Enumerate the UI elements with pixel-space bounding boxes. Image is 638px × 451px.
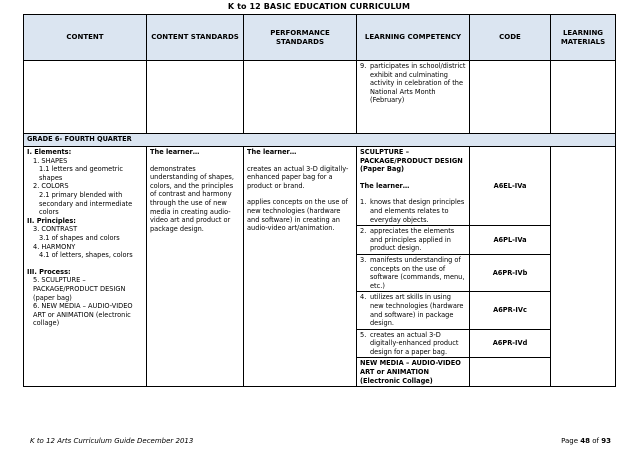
competency-text-2: appreciates the elements and principles applied in product design. <box>370 227 455 253</box>
content-cell <box>24 147 147 387</box>
code-6 <box>470 358 551 387</box>
new-media-item: 6. NEW MEDIA – AUDIO-VIDEO ART or ANIMATION (electronic collage) <box>33 302 133 328</box>
competency-text-5: creates an actual 3-D digitally-enhanced product design for a paper bag. <box>370 330 459 356</box>
page-title: K to 12 BASIC EDUCATION CURRICULUM <box>227 2 411 11</box>
competency-cell-5 <box>357 329 470 358</box>
curriculum-table <box>23 14 616 387</box>
competency-cell-1 <box>357 147 470 226</box>
competency-cell-4 <box>357 292 470 329</box>
competency-lead: The learner… <box>360 181 410 190</box>
header-content: CONTENT <box>24 15 147 61</box>
process-label: III. Process: <box>27 267 71 276</box>
page-total: 93 <box>601 437 611 445</box>
competency-num-1: 1. <box>360 198 367 207</box>
performance-standards-cell <box>244 147 357 387</box>
carryover-row <box>24 61 616 134</box>
sculpture-heading: SCULPTURE – PACKAGE/PRODUCT DESIGN (Paper Bag) <box>360 148 463 174</box>
carryover-text: participates in school/district exhibit and culminating activity in celebration of the National Arts Month (February) <box>370 62 466 105</box>
performance-standards-text-1: creates an actual 3-D digitally-enhanced paper bag for a product or brand. <box>247 164 349 190</box>
shapes-item: 1. SHAPES <box>33 156 68 165</box>
header-content-standards: CONTENT STANDARDS <box>147 15 244 61</box>
header-row <box>24 15 616 61</box>
learning-materials-cell <box>551 147 616 387</box>
code-1: A6EL-IVa <box>470 147 551 226</box>
contrast-item: 3. CONTRAST <box>33 225 78 234</box>
quarter-label: GRADE 6- FOURTH QUARTER <box>24 134 616 147</box>
new-media-heading: NEW MEDIA – AUDIO-VIDEO ART or ANIMATION (Electronic Collage) <box>360 359 461 385</box>
footer-page-number <box>561 437 611 445</box>
harmony-item: 4. HARMONY <box>33 242 76 251</box>
code-2: A6PL-IVa <box>470 226 551 255</box>
content-standards-cell <box>147 147 244 387</box>
contrast-subitem: 3.1 of shapes and colors <box>39 233 120 242</box>
carryover-materials-cell <box>551 61 616 134</box>
carryover-performance-cell <box>244 61 357 134</box>
quarter-row <box>24 134 616 147</box>
elements-label: I. Elements: <box>27 148 72 156</box>
competency-num-5: 5. <box>360 330 367 339</box>
code-4: A6PR-IVc <box>470 292 551 329</box>
content-standards-lead: The learner… <box>150 148 200 156</box>
competency-text-1: knows that design principles and elements relates to everyday objects. <box>370 198 465 224</box>
colors-subitem: 2.1 primary blended with secondary and intermediate colors <box>39 190 133 217</box>
carryover-competency-cell <box>357 61 470 134</box>
competency-text-3: manifests understanding of concepts on the use of software (commands, menu, etc.) <box>370 255 465 290</box>
colors-item: 2. COLORS <box>33 182 69 191</box>
shapes-subitem: 1.1 letters and geometric shapes <box>39 165 123 182</box>
competency-row-1 <box>24 147 616 226</box>
harmony-subitem: 4.1 of letters, shapes, colors <box>39 251 133 260</box>
header-code: CODE <box>470 15 551 61</box>
page-label: Page <box>561 437 579 445</box>
performance-standards-text-2: applies concepts on the use of new technologies (hardware and software) in creating an audio-video art/animation. <box>247 198 348 233</box>
competency-text-4: utilizes art skills in using new technologies (hardware and software) in package design. <box>370 293 464 328</box>
content-standards-text: demonstrates understanding of shapes, colors, and the principles of contrast and harmony through the use of new media in creating audio-video art and product or package design. <box>150 164 234 233</box>
competency-num-3: 3. <box>360 255 367 264</box>
carryover-code-cell <box>470 61 551 134</box>
carryover-num: 9. <box>360 62 367 70</box>
header-learning-materials: LEARNING MATERIALS <box>551 15 616 61</box>
header-performance-standards: PERFORMANCE STANDARDS <box>244 15 357 61</box>
carryover-content-standards-cell <box>147 61 244 134</box>
competency-cell-2 <box>357 226 470 255</box>
competency-item-1 <box>360 198 466 224</box>
competency-num-4: 4. <box>360 293 367 302</box>
competency-cell-3 <box>357 254 470 291</box>
of-label: of <box>592 437 600 445</box>
carryover-content-cell <box>24 61 147 134</box>
header-learning-competency: LEARNING COMPETENCY <box>357 15 470 61</box>
code-3: A6PR-IVb <box>470 254 551 291</box>
code-5: A6PR-IVd <box>470 329 551 358</box>
new-media-competency-cell <box>357 358 470 387</box>
performance-standards-lead: The learner… <box>247 148 297 156</box>
page-num: 48 <box>580 437 591 445</box>
footer-guide-title: K to 12 Arts Curriculum Guide December 2013 <box>30 437 194 445</box>
principles-label: II. Principles: <box>27 216 76 225</box>
sculpture-item: 5. SCULPTURE – PACKAGE/PRODUCT DESIGN (paper bag) <box>33 276 126 302</box>
competency-num-2: 2. <box>360 227 367 236</box>
